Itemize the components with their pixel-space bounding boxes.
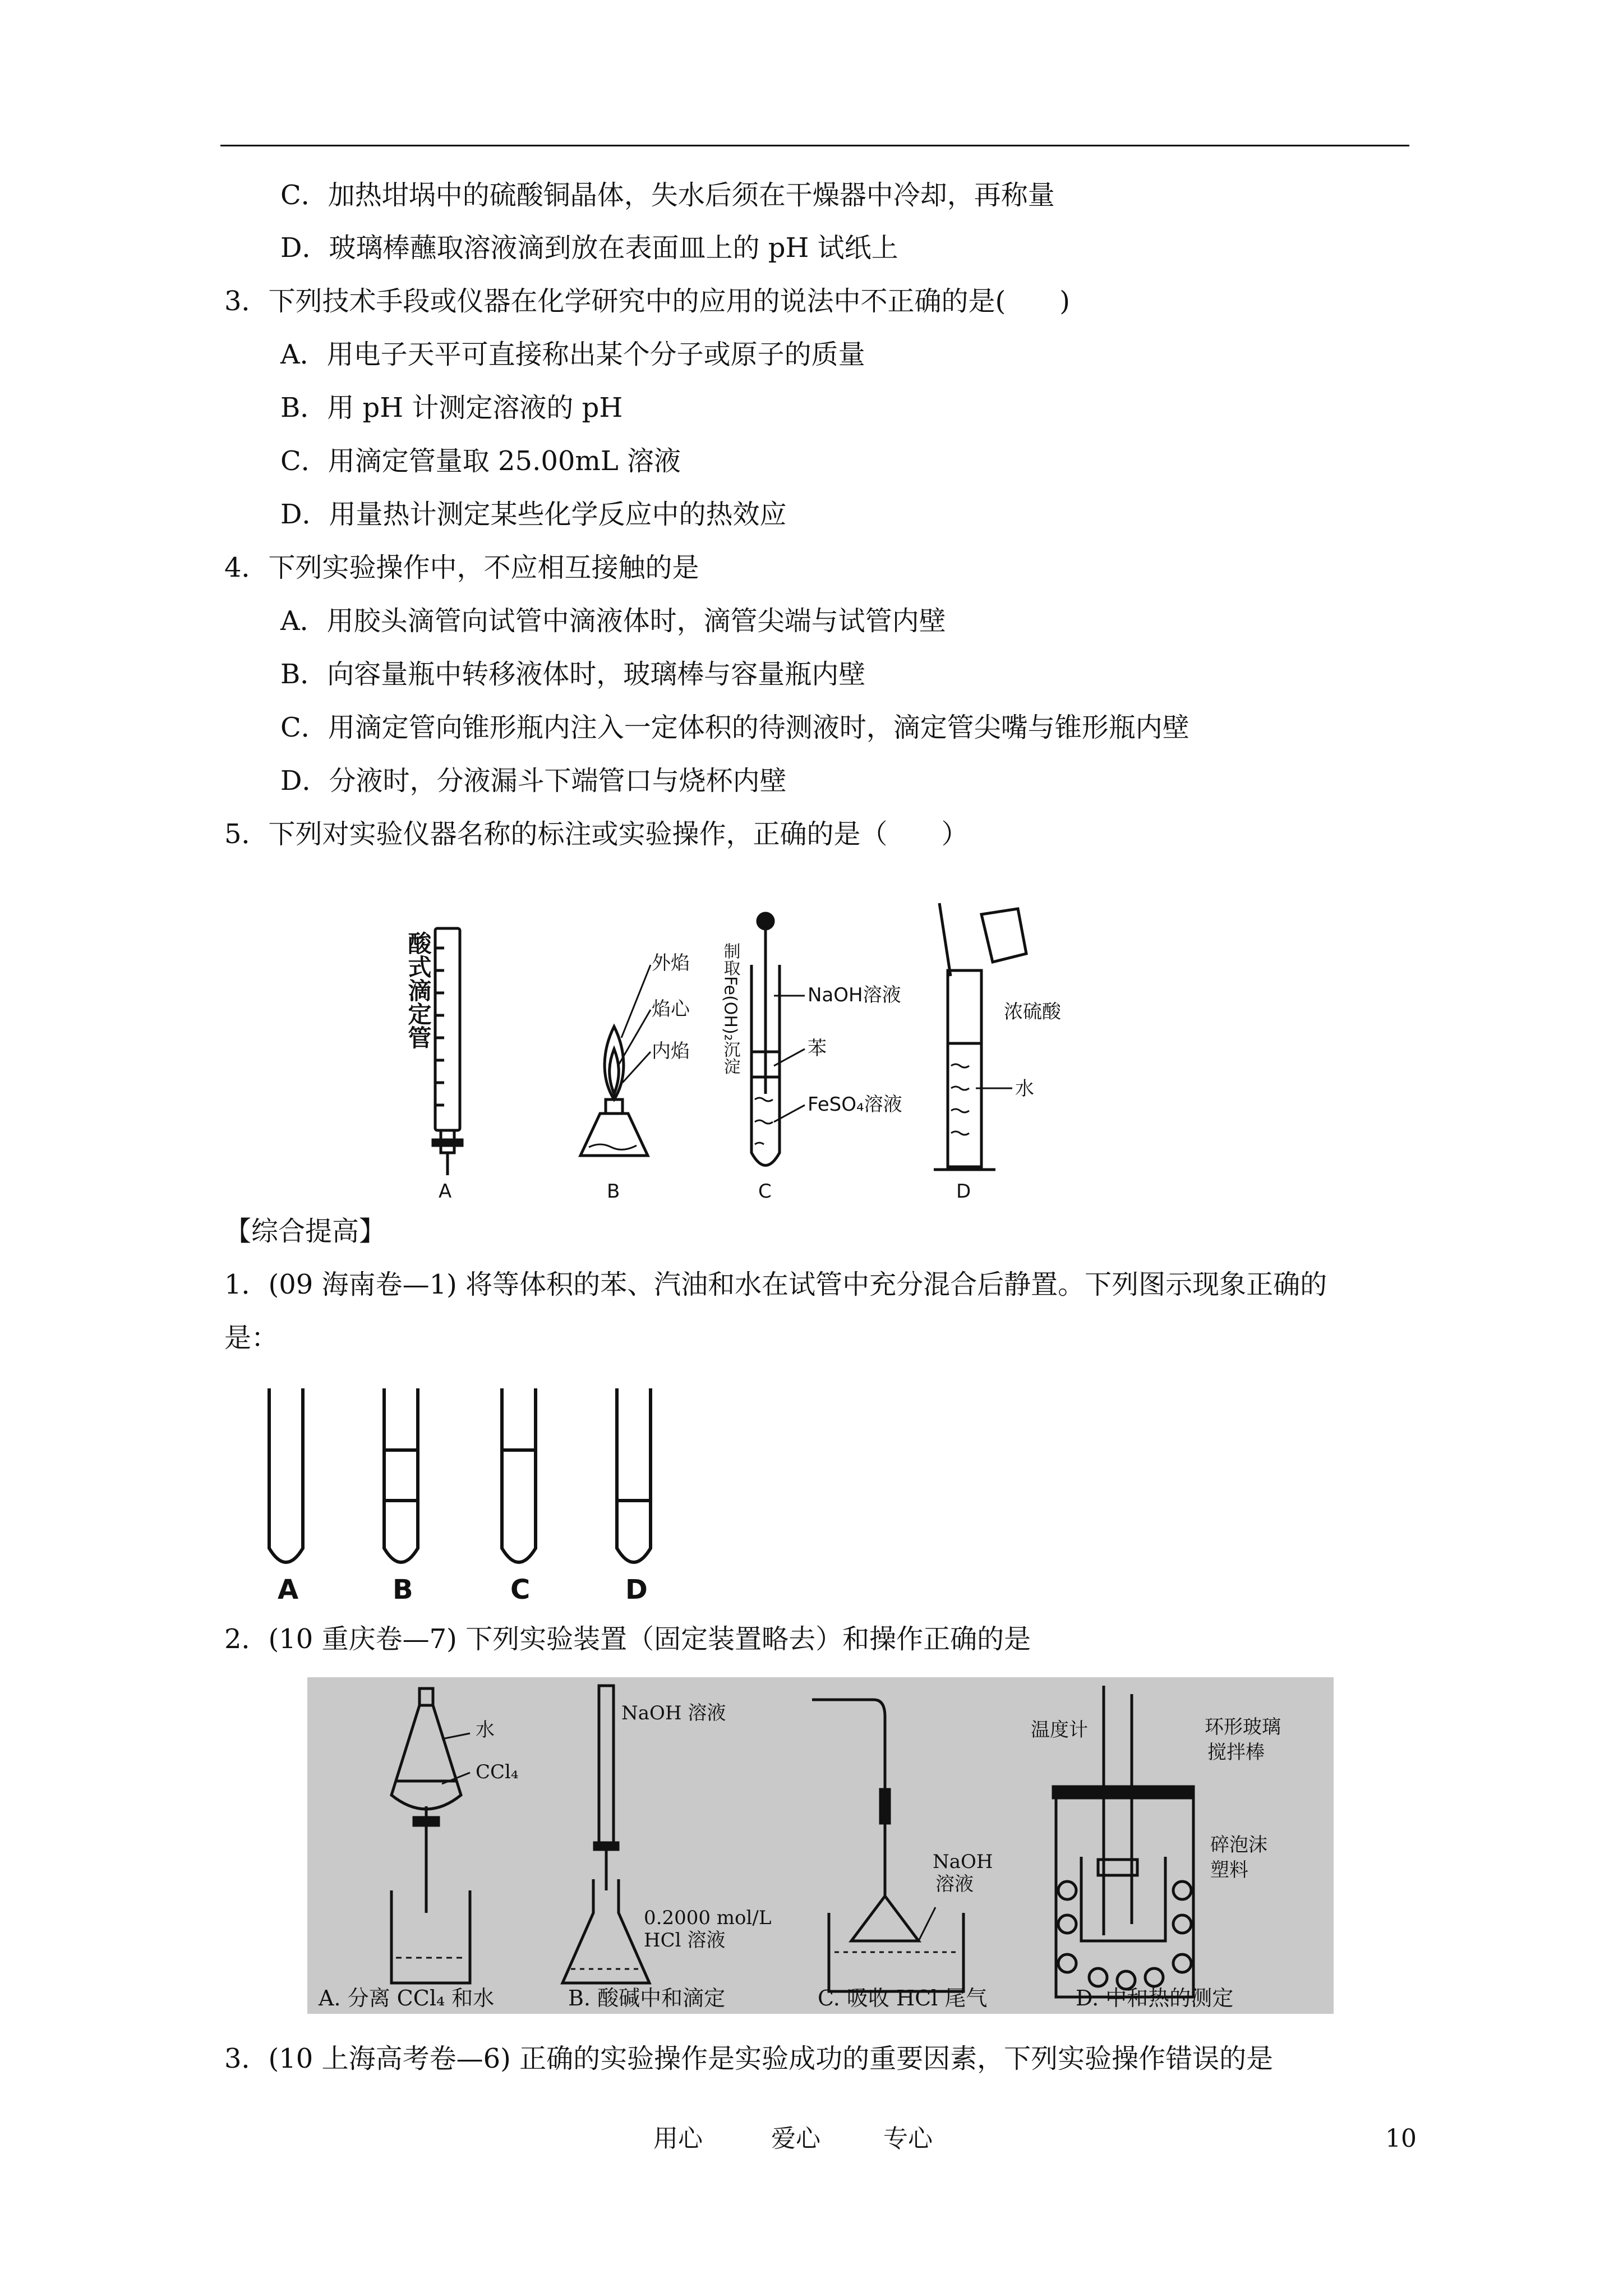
naoh-solution-label: NaOH溶液 (808, 984, 901, 1006)
inner-flame-label: 内焰 (652, 1040, 690, 1062)
extra-question-2: 2．(10 重庆卷—7) 下列实验装置（固定装置略去）和操作正确的是 (224, 1623, 1031, 1655)
tube-a (269, 1388, 303, 1562)
stirrer-label-1: 环形玻璃 (1205, 1716, 1281, 1738)
tube-letter-d: D (625, 1574, 648, 1604)
tube-c (502, 1388, 536, 1562)
water-label-a: 水 (476, 1719, 495, 1741)
question-4: 4．下列实验操作中，不应相互接触的是 (224, 552, 699, 583)
header-rule (220, 145, 1409, 146)
footer-motto-1: 用心 (653, 2124, 703, 2153)
hcl-solution-label: HCl 溶液 (644, 1929, 726, 1952)
feso4-solution-label: FeSO₄溶液 (808, 1093, 902, 1116)
fig5-letter-a: A (439, 1180, 452, 1203)
footer-motto-2: 爱心 (771, 2124, 820, 2153)
caption-a: A. 分离 CCl₄ 和水 (319, 1986, 495, 2010)
fig5-letter-c: C (758, 1180, 772, 1203)
naoh-solution-label-c: 溶液 (935, 1873, 974, 1895)
q4-option-c: C．用滴定管向锥形瓶内注入一定体积的待测液时，滴定管尖嘴与锥形瓶内壁 (280, 712, 1189, 743)
flame-core-label: 焰心 (652, 998, 690, 1020)
q5-figure (387, 898, 1228, 1206)
apparatus-figure (307, 1677, 1334, 2014)
fig5-letter-b: B (607, 1180, 620, 1203)
footer-motto-3: 专心 (883, 2124, 933, 2153)
q3-option-d: D．用量热计测定某些化学反应中的热效应 (280, 499, 787, 530)
ccl4-label: CCl₄ (476, 1761, 519, 1783)
q2-option-c: C．加热坩埚中的硫酸铜晶体，失水后须在干燥器中冷却，再称量 (280, 180, 1055, 211)
tube-d (617, 1388, 651, 1562)
naoh-label-c: NaOH (933, 1851, 993, 1873)
foam-label-2: 塑料 (1210, 1859, 1248, 1881)
q4-option-b: B．向容量瓶中转移液体时，玻璃棒与容量瓶内壁 (280, 659, 866, 690)
caption-c: C. 吸收 HCl 尾气 (818, 1986, 988, 2010)
hcl-conc-label: 0.2000 mol/L (644, 1907, 772, 1929)
foam-label-1: 碎泡沫 (1210, 1834, 1267, 1856)
extra-question-3: 3．(10 上海高考卷—6) 正确的实验操作是实验成功的重要因素，下列实验操作错误的是 (224, 2043, 1274, 2074)
burette-drawing (433, 928, 462, 1175)
test-tube-drawing (751, 913, 805, 1166)
page-number: 10 (1385, 2124, 1417, 2153)
naoh-label-b: NaOH 溶液 (621, 1702, 726, 1724)
benzene-label: 苯 (808, 1037, 827, 1060)
fig5-letter-d: D (956, 1180, 971, 1203)
extra-question-1-cont: 是： (224, 1322, 279, 1354)
alcohol-lamp-drawing (580, 965, 651, 1156)
q3-option-c: C．用滴定管量取 25.00mL 溶液 (280, 445, 681, 477)
q4-option-a: A．用胶头滴管向试管中滴液体时，滴管尖端与试管内壁 (280, 605, 946, 637)
thermometer-label: 温度计 (1031, 1719, 1088, 1741)
q3-option-a: A．用电子天平可直接称出某个分子或原子的质量 (280, 339, 865, 370)
water-label: 水 (1015, 1078, 1034, 1100)
q3-option-b: B．用 pH 计测定溶液的 pH (280, 392, 623, 424)
tube-letter-b: B (393, 1574, 413, 1604)
test-tubes-figure (247, 1380, 695, 1604)
section-heading: 【综合提高】 (224, 1216, 386, 1247)
outer-flame-label: 外焰 (652, 952, 690, 974)
question-3: 3．下列技术手段或仪器在化学研究中的应用的说法中不正确的是( ) (224, 286, 1070, 317)
extra-question-1: 1．(09 海南卷—1) 将等体积的苯、汽油和水在试管中充分混合后静置。下列图示现象正确的 (224, 1269, 1327, 1300)
q4-option-d: D．分液时，分液漏斗下端管口与烧杯内壁 (280, 765, 787, 797)
conc-sulfuric-acid-label: 浓硫酸 (1004, 1001, 1061, 1023)
stirrer-label-2: 搅拌棒 (1207, 1741, 1265, 1764)
cylinder-drawing (934, 903, 1026, 1170)
question-5: 5．下列对实验仪器名称的标注或实验操作，正确的是（ ） (224, 818, 969, 850)
tube-b (384, 1388, 418, 1562)
q2-option-d: D．玻璃棒蘸取溶液滴到放在表面皿上的 pH 试纸上 (280, 232, 898, 264)
caption-d: D. 中和热的测定 (1076, 1986, 1234, 2010)
fe-oh-2-label: 制取Fe(OH)₂沉淀 (720, 942, 740, 1075)
burette-label: 酸式滴定管 (404, 931, 432, 1049)
tube-letter-c: C (510, 1574, 531, 1604)
caption-b: B. 酸碱中和滴定 (568, 1986, 726, 2010)
tube-letter-a: A (278, 1574, 299, 1604)
